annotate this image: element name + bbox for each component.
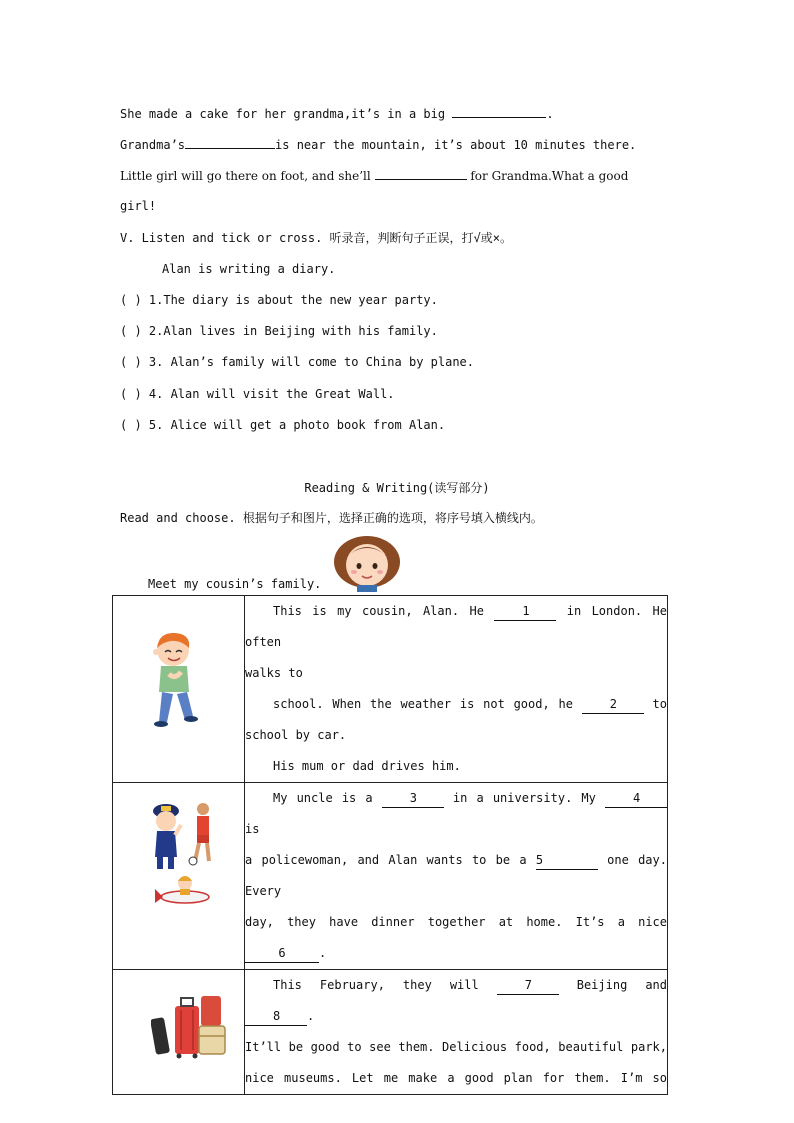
- text-cell-1: [245, 596, 668, 783]
- text: .: [307, 1009, 315, 1023]
- row1-line4: school by car.: [245, 728, 347, 742]
- picture-cell: [113, 596, 245, 783]
- family-jobs-illustration: [151, 799, 223, 911]
- blank-3: 3: [382, 789, 444, 808]
- text: to: [643, 697, 667, 711]
- table-row: [113, 783, 668, 970]
- text: is: [245, 822, 260, 836]
- line-text: for Grandma.What a good: [466, 169, 629, 183]
- line-text: is near the mountain, it’s about 10 minutes there.: [275, 138, 637, 152]
- answer-blank: [452, 105, 546, 118]
- blank-1: 1: [494, 602, 556, 621]
- row1-line1: [245, 596, 667, 658]
- tick-item-3: ( ) 3. Alan’s family will come to China by plane.: [120, 355, 475, 369]
- boy-alan-illustration: [147, 630, 205, 730]
- tick-item-2: ( ) 2.Alan lives in Beijing with his family.: [120, 324, 438, 338]
- row1-line2: walks to: [245, 666, 303, 680]
- text: a policewoman, and Alan wants to be a: [245, 853, 536, 867]
- blank-7: 7: [497, 976, 559, 995]
- text: one day. Every: [245, 853, 667, 898]
- answer-blank: [185, 136, 275, 149]
- text: Beijing and: [558, 978, 667, 992]
- text-cell-3: [245, 970, 668, 1095]
- tick-item-1: ( ) 1.The diary is about the new year party.: [120, 293, 438, 307]
- row2-line3: day, they have dinner together at home. It’s a nice: [245, 915, 667, 929]
- tick-item-5: ( ) 5. Alice will get a photo book from Alan.: [120, 418, 446, 432]
- section-v-intro: Alan is writing a diary.: [162, 262, 336, 276]
- listening-line-4: girl!: [120, 199, 157, 213]
- table-row: [113, 596, 668, 783]
- row2-line1: [245, 783, 667, 845]
- answer-blank: [375, 167, 467, 180]
- line-text: .: [546, 107, 554, 121]
- blank-2: 2: [582, 695, 644, 714]
- row3-line3: nice museums. Let me make a good plan for them. I’m so: [245, 1071, 667, 1085]
- section-title: Reading & Writing(读写部分): [304, 481, 490, 495]
- blank-5: 5: [536, 851, 598, 870]
- picture-cell: [113, 970, 245, 1095]
- row3-line2: It’ll be good to see them. Delicious food, beautiful park,: [245, 1040, 667, 1054]
- listening-line-1: [120, 105, 554, 122]
- lead-sentence: Meet my cousin’s family.: [148, 577, 322, 591]
- row2-line2: [245, 845, 667, 907]
- listening-line-3: [120, 167, 628, 184]
- row2-line4: [245, 938, 667, 969]
- listening-line-2: [120, 136, 636, 153]
- luggage-illustration: [151, 990, 231, 1062]
- text: This February, they will: [273, 978, 497, 992]
- blank-6: 6: [245, 944, 319, 963]
- text-cell-2: [245, 783, 668, 970]
- line-text: She made a cake for her grandma,it’s in a big: [120, 107, 453, 121]
- reading-table: [112, 595, 668, 1095]
- instruction: Read and choose. 根据句子和图片，选择正确的选项，将序号填入横线内。: [120, 511, 543, 525]
- picture-cell: [113, 783, 245, 970]
- text: This is my cousin, Alan. He: [273, 604, 495, 618]
- row1-line5: His mum or dad drives him.: [273, 759, 461, 773]
- row1-line3: [245, 689, 667, 720]
- tick-item-4: ( ) 4. Alan will visit the Great Wall.: [120, 387, 395, 401]
- text: school. When the weather is not good, he: [273, 697, 582, 711]
- row3-line1: [245, 970, 667, 1032]
- text: in London. He often: [245, 604, 667, 649]
- text: .: [319, 946, 327, 960]
- section-v-heading: V. Listen and tick or cross. 听录音，判断句子正误，打√或×。: [120, 231, 512, 245]
- text: in a university. My: [443, 791, 605, 805]
- table-row: [113, 970, 668, 1095]
- text: My uncle is a: [273, 791, 382, 805]
- blank-4: 4: [605, 789, 667, 808]
- line-text: Little girl will go there on foot, and she’ll: [120, 169, 375, 183]
- blank-8: 8: [245, 1007, 307, 1026]
- girl-illustration: [330, 534, 404, 592]
- line-text: Grandma’s: [120, 138, 186, 152]
